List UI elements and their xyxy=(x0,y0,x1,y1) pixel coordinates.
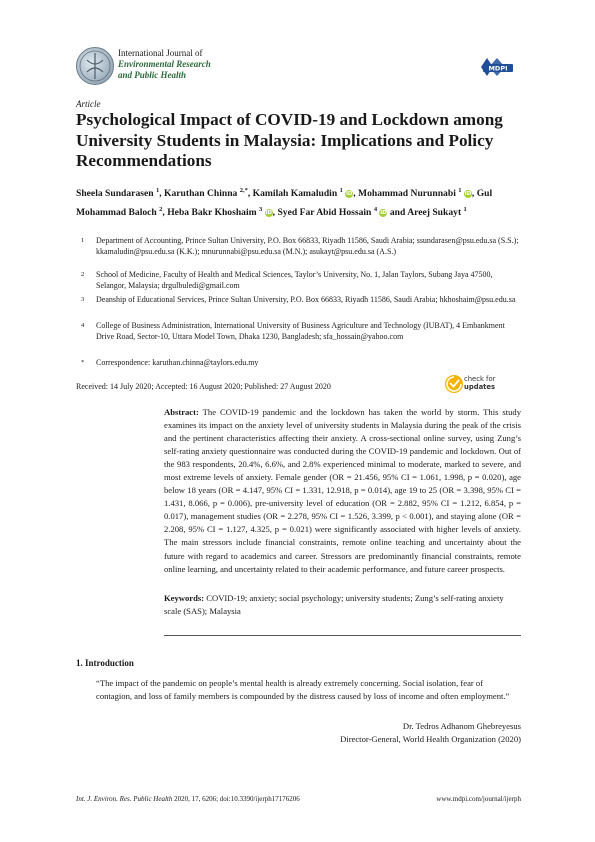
author-affiliation-sup: 1 xyxy=(463,205,467,213)
correspondence-text[interactable]: Correspondence: karuthan.chinna@taylors.edu.my xyxy=(96,358,259,367)
orcid-icon[interactable]: iD xyxy=(346,191,353,198)
correspondence xyxy=(81,357,521,368)
affiliation-text: College of Business Administration, International University of Business Agriculture and Technology (IUBAT), 4 Embankment Drive Road, Sector-10, Uttara Model Town, Dhaka 1230, Bangladesh; sfa_hossain@yahoo.com xyxy=(96,321,505,341)
author-name: Heba Bakr Khoshaim xyxy=(167,206,257,218)
author-separator: and xyxy=(387,206,408,218)
epigraph-attribution xyxy=(340,720,521,746)
epigraph-quote: “The impact of the pandemic on people’s mental health is already extremely concerning. Social isolation, fear of contagion, and loss of family members is compounded by the distress caused by loss of income and often employment.” xyxy=(96,678,510,701)
author-affiliation-sup: 1 xyxy=(458,187,462,194)
affiliation-1 xyxy=(81,235,521,268)
correspondence-marker: * xyxy=(81,359,85,366)
abstract-body: The COVID-19 pandemic and the lockdown has taken the world by storm. This study examines its impact on the anxiety level of university students in Malaysia during the peak of the crisis and the pertinent characteristics affecting their anxiety. A cross-sectional online survey, using Zung’s self-rating anxiety questionnaire was conducted during the COVID-19 pandemic and lockdown. Out of the 983 respondents, 20.4%, 6.6%, and 2.8% experienced minimal to moderate, marked to severe, and most extreme levels of anxiety. Female gender (OR = 21.456, 95% CI = 1.061, 1.998, p = 0.020), age below 18 years (OR = 4.147, 95% CI = 1.331, 12.918, p = 0.014), age 19 to 25 (OR = 3.398, 95% CI = 1.431, 8.066, p = 0.006), pre-university level of education (OR = 2.882, 95% CI = 1.212, 6.854, p = 0.017), management studies (OR = 2.278, 95% CI = 1.526, 3.399, p < 0.001), and staying alone (OR = 2.208, 95% CI = 1.127, 4.325, p = 0.021) were significantly associated with higher levels of anxiety. The main stressors include financial constraints, remote online teaching and uncertainty about the future with regard to academics and career. Stressors are predominantly financial constraints, remote online learning, and uncertainty related to their academic performance, and future career prospects. xyxy=(164,407,522,574)
section-divider xyxy=(164,635,521,636)
author-separator: , xyxy=(162,206,168,218)
footer-citation xyxy=(76,795,300,803)
affiliation-number: 1 xyxy=(81,237,85,244)
author[interactable] xyxy=(164,188,248,199)
author[interactable] xyxy=(76,188,159,199)
epigraph-author-title: Director-General, World Health Organization (2020) xyxy=(340,734,521,744)
footer-journal: Int. J. Environ. Res. Public Health xyxy=(76,795,173,803)
author-separator: , xyxy=(353,188,359,200)
author[interactable] xyxy=(407,207,467,218)
abstract-label: Abstract: xyxy=(164,407,199,417)
affiliation-text: Department of Accounting, Prince Sultan University, P.O. Box 66833, Riyadh 11586, Saudi Arabia; ssundarasen@psu.edu.sa (S.S.); kkamaludin@psu.edu.sa (K.K.); mnurunnabi@psu.edu.sa (M.N.); asukayt@psu.edu.sa (A.S.) xyxy=(96,236,519,256)
footer-url[interactable]: www.mdpi.com/journal/ijerph xyxy=(436,795,521,803)
author[interactable] xyxy=(253,188,354,199)
journal-name xyxy=(118,48,211,81)
orcid-icon[interactable]: iD xyxy=(265,209,272,216)
author[interactable] xyxy=(277,207,387,218)
keywords-label: Keywords: xyxy=(164,593,205,603)
author-name: Gul Mohammad Baloch xyxy=(76,188,493,218)
author-name: Karuthan Chinna xyxy=(164,188,238,200)
affiliation-number: 3 xyxy=(81,296,85,303)
abstract xyxy=(164,406,521,576)
affiliation-4 xyxy=(81,320,521,353)
article-type: Article xyxy=(76,99,101,109)
author-separator: , xyxy=(471,188,477,200)
affiliation-number: 2 xyxy=(81,271,85,278)
author-separator: , xyxy=(159,188,165,200)
author-name: Sheela Sundarasen xyxy=(76,188,154,200)
affiliation-2 xyxy=(81,269,521,291)
orcid-icon[interactable]: iD xyxy=(464,191,472,198)
article-title: Psychological Impact of COVID-19 and Lockdown among University Students in Malaysia: Implications and Policy Recommendations xyxy=(76,110,503,170)
journal-name-line1: International Journal of xyxy=(118,48,203,58)
author-separator: , xyxy=(247,188,253,200)
mdpi-logo-text: MDPI xyxy=(488,64,508,73)
journal-name-line2: Environmental Research xyxy=(118,59,211,69)
author-name: Areej Sukayt xyxy=(407,206,462,218)
author-affiliation-sup: 2,* xyxy=(239,187,248,194)
orcid-icon[interactable]: iD xyxy=(380,209,387,216)
author-name: Mohammad Nurunnabi xyxy=(358,188,456,200)
publication-dates: Received: 14 July 2020; Accepted: 16 August 2020; Published: 27 August 2020 xyxy=(76,382,331,391)
author-affiliation-sup: 3 xyxy=(259,205,263,213)
check-for-updates-line2: updates xyxy=(464,383,496,391)
mdpi-logo xyxy=(477,55,517,77)
author-affiliation-sup: 4 xyxy=(373,205,378,213)
author-list xyxy=(76,183,526,220)
author-name: Kamilah Kamaludin xyxy=(252,188,338,200)
author-affiliation-sup: 2 xyxy=(159,205,163,213)
journal-name-line3: and Public Health xyxy=(118,70,187,80)
footer-citation-rest: 2020, 17, 6206; doi:10.3390/ijerph17176206 xyxy=(174,795,300,803)
journal-logo xyxy=(76,47,114,85)
affiliation-text: School of Medicine, Faculty of Health and Medical Sciences, Taylor’s University, No. 1, Jalan Taylors, Subang Jaya 47500, Selangor, Malaysia; drgulbuledi@gmail.com xyxy=(96,270,493,290)
affiliation-text: Deanship of Educational Services, Prince Sultan University, P.O. Box 66833, Riyadh 11586, Saudi Arabia; hkhoshaim@psu.edu.sa xyxy=(96,295,516,304)
author[interactable] xyxy=(167,207,272,218)
author-name: Syed Far Abid Hossain xyxy=(277,206,372,218)
epigraph-author: Dr. Tedros Adhanom Ghebreyesus xyxy=(402,721,521,731)
keywords-body: COVID-19; anxiety; social psychology; university students; Zung’s self-rating anxiety scale (SAS); Malaysia xyxy=(164,593,504,616)
affiliation-number: 4 xyxy=(81,322,85,329)
check-for-updates-text[interactable] xyxy=(464,375,495,391)
check-for-updates-line1: check for xyxy=(464,375,496,383)
author-affiliation-sup: 1 xyxy=(155,187,160,194)
keywords xyxy=(164,592,521,618)
section-heading-introduction: 1. Introduction xyxy=(76,658,134,668)
author-affiliation-sup: 1 xyxy=(339,187,343,194)
author-separator: , xyxy=(272,206,278,218)
author[interactable] xyxy=(358,188,472,199)
affiliation-3 xyxy=(81,294,521,316)
